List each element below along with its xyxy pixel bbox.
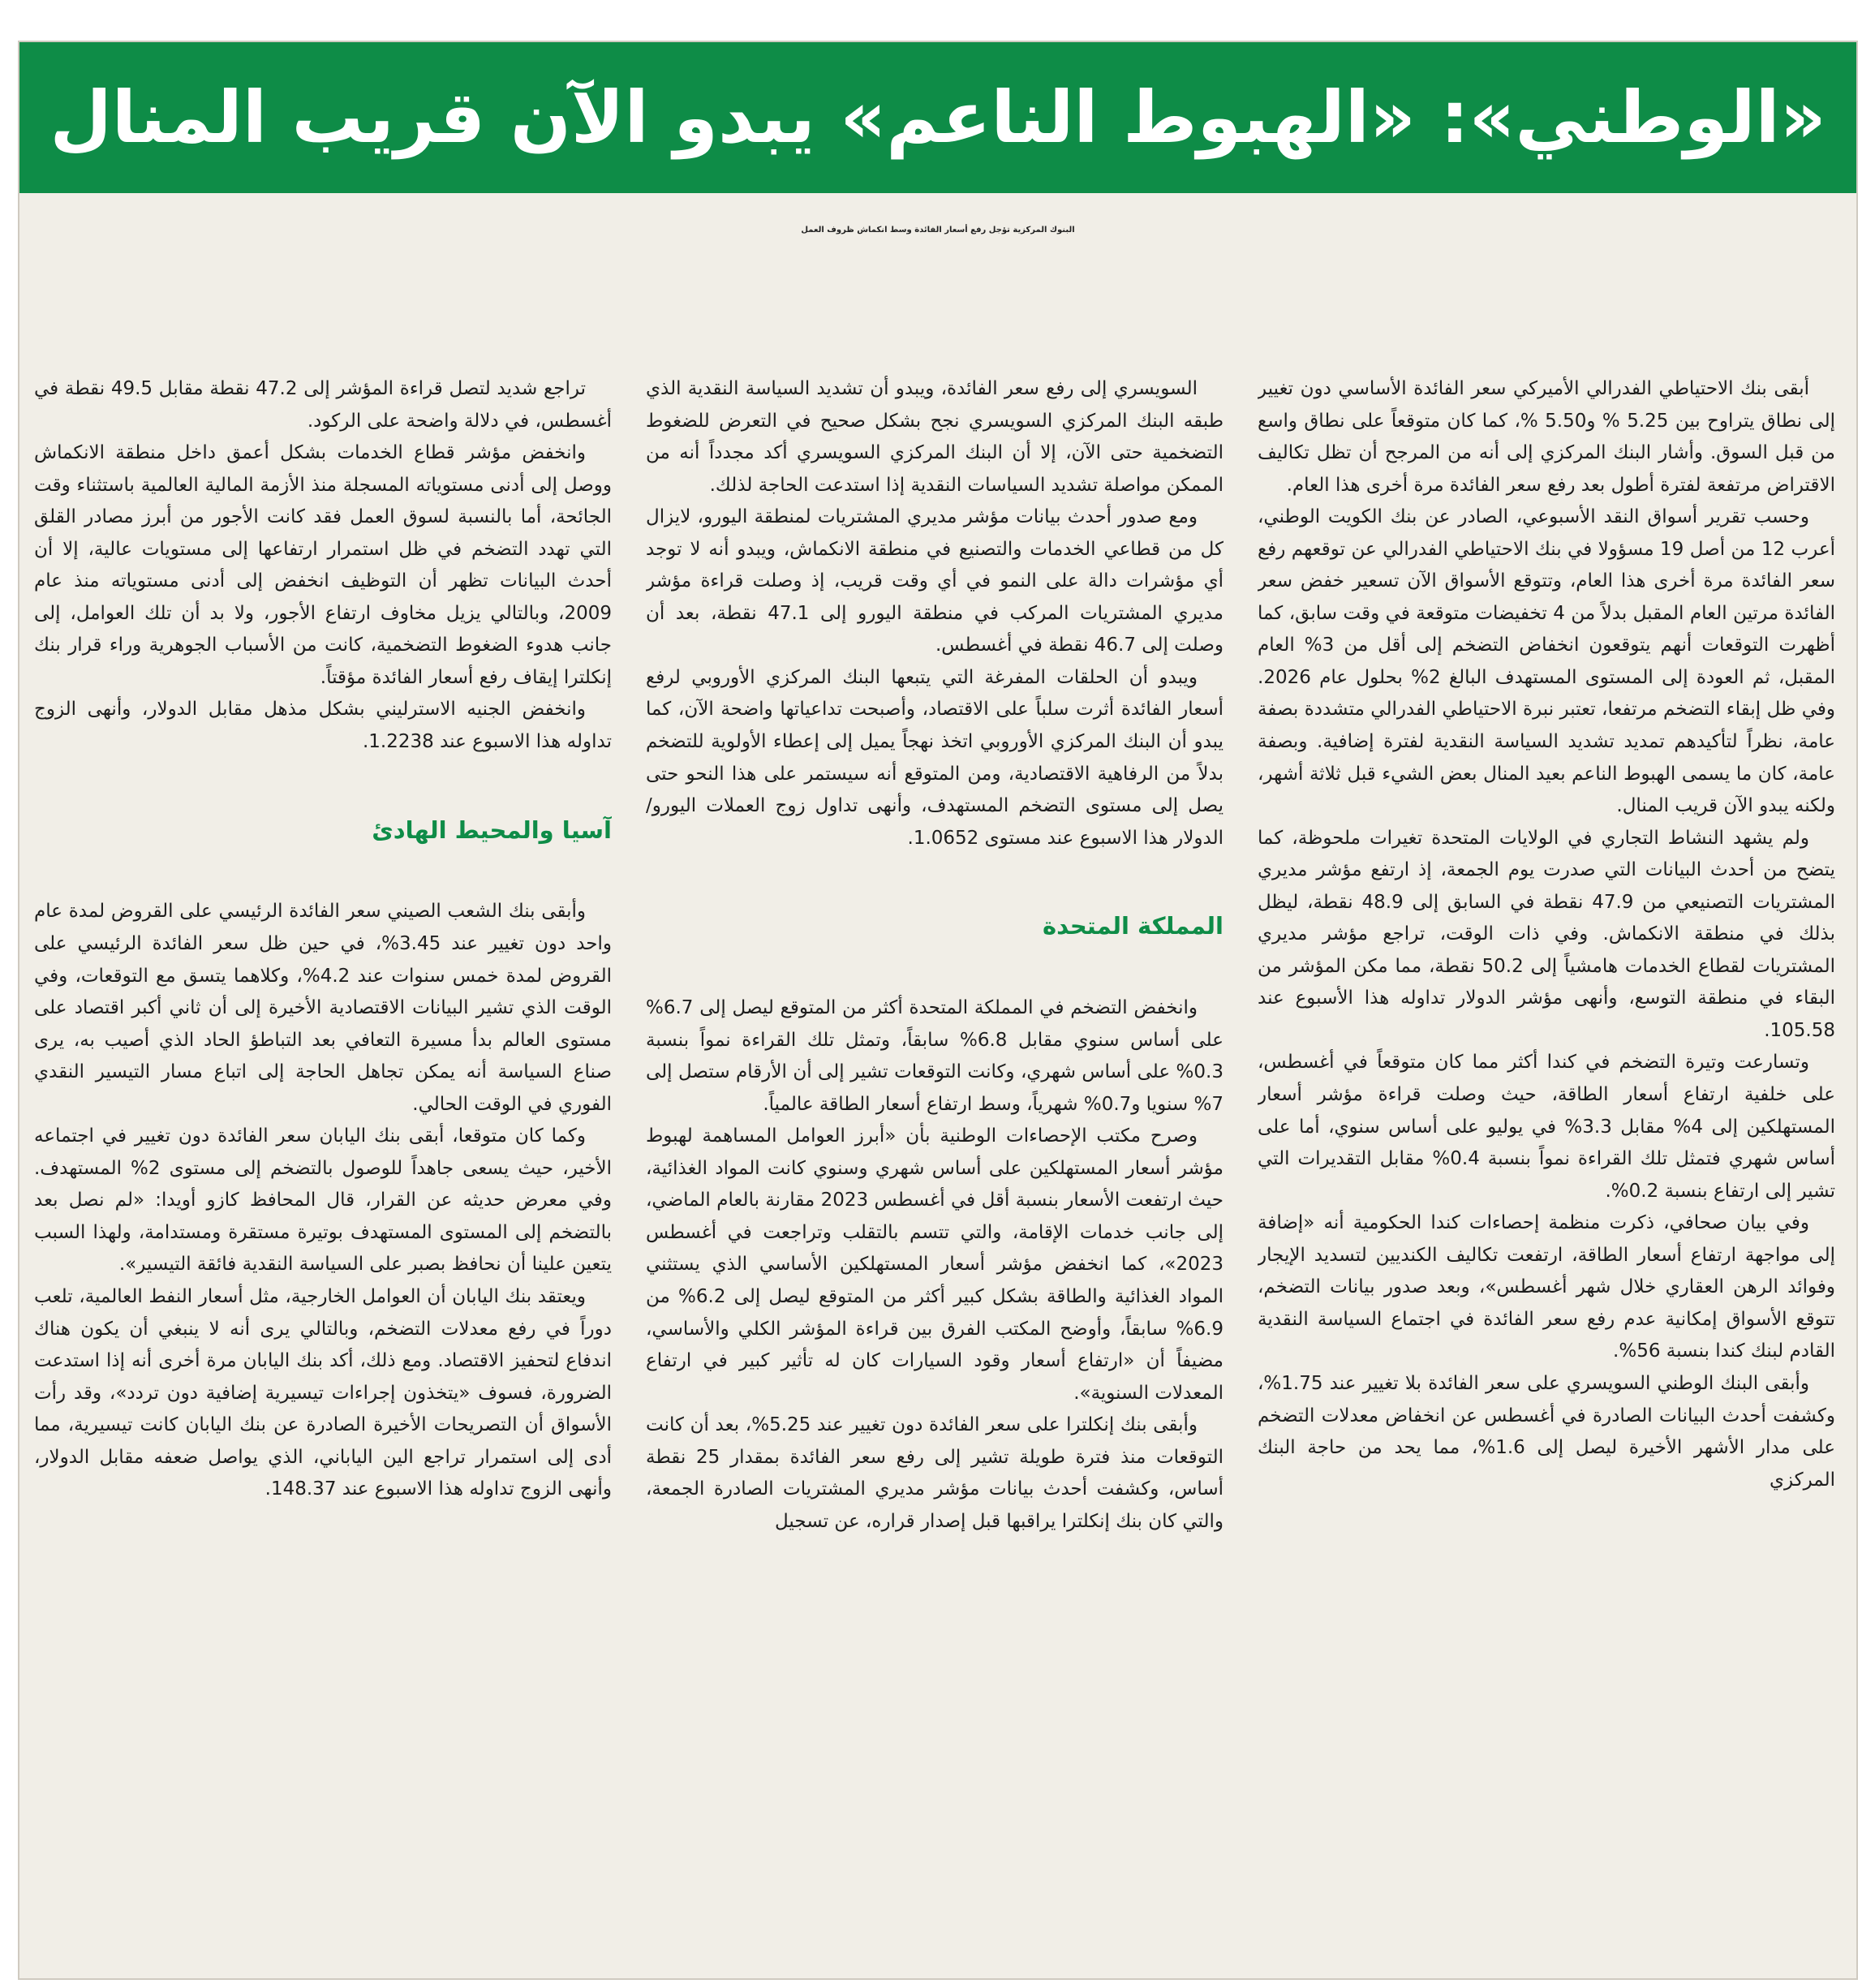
article-column-middle bbox=[646, 373, 1223, 1970]
paragraph: وصرح مكتب الإحصاءات الوطنية بأن «أبرز العوامل المساهمة لهبوط مؤشر أسعار المستهلكين على أساس شهري وسنوي كانت المواد الغذائية، حيث ارتفعت الأسعار بنسبة أقل في أغسطس 2023 مقارنة بالعام الماضي، إلى جانب خدمات الإقامة، والتي تتسم بالتقلب وتراجعت في أغسطس 2023»، كما انخفض مؤشر أسعار المستهلكين الأساسي الذي يستثني المواد الغذائية والطاقة بشكل كبير أكثر من المتوقع ليصل إلى 6.2% من 6.9% سابقاً، وأوضح المكتب الفرق بين قراءة المؤشر الكلي والأساسي، مضيفاً أن «ارتفاع أسعار وقود السيارات كان له تأثير كبير في ارتفاع المعدلات السنوية». bbox=[646, 1125, 1223, 1404]
section-heading-uk: المملكة المتحدة bbox=[1043, 912, 1223, 940]
paragraph: وحسب تقرير أسواق النقد الأسبوعي، الصادر عن بنك الكويت الوطني، أعرب 12 من أصل 19 مسؤولا في بنك الاحتياطي الفدرالي عن توقعهم رفع سعر الفائدة مرة أخرى هذا العام، وتتوقع الأسواق الآن تسعير خفض سعر الفائدة مرتين العام المقبل بدلاً من 4 تخفيضات متوقعة في وقت سابق، كما أظهرت التوقعات أنهم يتوقعون انخفاض التضخم إلى أقل من 3% العام المقبل، ثم العودة إلى المستوى المستهدف البالغ 2% بحلول عام 2026. وفي ظل إبقاء التضخم مرتفعا، تعتبر نبرة الاحتياطي الفدرالي متشددة بصفة عامة، نظراً لتأكيدهم تمديد تشديد السياسة النقدية لفترة إضافية. وبصفة عامة، كان ما يسمى الهبوط الناعم بعيد المنال بعض الشيء قبل ثلاثة أشهر، ولكنه يبدو الآن قريب المنال. bbox=[1258, 506, 1835, 817]
paragraph: وأبقى بنك إنكلترا على سعر الفائدة دون تغيير عند 5.25%، بعد أن كانت التوقعات منذ فترة طويلة تشير إلى رفع سعر الفائدة بمقدار 25 نقطة أساس، وكشفت أحدث بيانات مؤشر مديري المشتريات الصادرة الجمعة، والتي كان بنك إنكلترا يراقبها قبل إصدار قراره، عن تسجيل bbox=[646, 1414, 1223, 1532]
section-heading-asia-pacific: آسيا والمحيط الهادئ bbox=[372, 815, 612, 844]
article-column-left bbox=[34, 373, 612, 1970]
article-column-right bbox=[1258, 373, 1835, 1970]
main-headline: «الوطني»: «الهبوط الناعم» يبدو الآن قريب المنال bbox=[49, 75, 1826, 159]
paragraph: وانخفض مؤشر قطاع الخدمات بشكل أعمق داخل منطقة الانكماش ووصل إلى أدنى مستوياته المسجلة منذ الأزمة المالية العالمية باستثناء وقت الجائحة، أما بالنسبة لسوق العمل فقد كانت الأجور من أبرز مصادر القلق التي تهدد التضخم في ظل استمرار ارتفاعها إلى مستويات عالية، إلا أن أحدث البيانات تظهر أن التوظيف انخفض إلى أدنى مستوياته منذ عام 2009، وبالتالي يزيل مخاوف ارتفاع الأجور، ولا بد أن تلك العوامل، إلى جانب هدوء الضغوط التضخمية، كانت من الأسباب الجوهرية وراء قرار بنك إنكلترا إيقاف رفع أسعار الفائدة مؤقتاً. bbox=[34, 442, 612, 688]
paragraph: أبقى بنك الاحتياطي الفدرالي الأميركي سعر الفائدة الأساسي دون تغيير إلى نطاق يتراوح بين 5.25 % و5.50 %، كما كان متوقعاً على نطاق واسع من قبل السوق. وأشار البنك المركزي إلى أنه من المرجح أن تظل تكاليف الاقتراض مرتفعة لفترة أطول بعد رفع سعر الفائدة مرة أخرى هذا العام. bbox=[1258, 378, 1835, 496]
newspaper-page bbox=[18, 41, 1858, 1980]
paragraph: ومع صدور أحدث بيانات مؤشر مديري المشتريات لمنطقة اليورو، لايزال كل من قطاعي الخدمات والتصنيع في منطقة الانكماش، ويبدو أنه لا توجد أي مؤشرات دالة على النمو في أي وقت قريب، إذ وصلت قراءة مؤشر مديري المشتريات المركب في منطقة اليورو إلى 47.1 نقطة، بعد أن وصلت إلى 46.7 نقطة في أغسطس. bbox=[646, 506, 1223, 656]
paragraph: وأبقى البنك الوطني السويسري على سعر الفائدة بلا تغيير عند 1.75%، وكشفت أحدث البيانات الصادرة في أغسطس عن انخفاض معدلات التضخم على مدار الأشهر الأخيرة ليصل إلى 1.6%، مما يحد من حاجة البنك المركزي bbox=[1258, 1372, 1835, 1491]
paragraph: ويبدو أن الحلقات المفرغة التي يتبعها البنك المركزي الأوروبي لرفع أسعار الفائدة أثرت سلباً على الاقتصاد، وأصبحت تداعياتها واضحة الآن، كما يبدو أن البنك المركزي الأوروبي اتخذ نهجاً يميل إلى إعطاء الأولوية للتضخم بدلاً من الرفاهية الاقتصادية، ومن المتوقع أنه سيستمر على هذا النحو حتى يصل إلى مستوى التضخم المستهدف، وأنهى تداول زوج العملات اليورو/الدولار هذا الاسبوع عند مستوى 1.0652. bbox=[646, 666, 1223, 849]
paragraph: وكما كان متوقعا، أبقى بنك اليابان سعر الفائدة دون تغيير في اجتماعه الأخير، حيث يسعى جاهداً للوصول بالتضخم إلى مستوى 2% المستهدف. وفي معرض حديثه عن القرار، قال المحافظ كازو أويدا: «لم نصل بعد بالتضخم إلى المستوى المستهدف بوتيرة مستقرة ومستدامة، ولهذا السبب يتعين علينا أن نحافظ بصبر على السياسة النقدية فائقة التيسير». bbox=[34, 1125, 612, 1276]
paragraph: وأبقى بنك الشعب الصيني سعر الفائدة الرئيسي على القروض لمدة عام واحد دون تغيير عند 3.45%، في حين ظل سعر الفائدة الرئيسي على القروض لمدة خمس سنوات عند 4.2%، وكلاهما يتسق مع التوقعات، وفي الوقت الذي تشير البيانات الاقتصادية الأخيرة إلى أن ثاني أكبر اقتصاد على مستوى العالم بدأ مسيرة التعافي بعد التباطؤ الحاد الذي أصيب به، يرى صناع السياسة أنه يمكن تجاهل الحاجة إلى اتباع مسار التيسير النقدي الفوري في الوقت الحالي. bbox=[34, 901, 612, 1115]
headline-banner bbox=[19, 42, 1856, 193]
paragraph: وانخفض التضخم في المملكة المتحدة أكثر من المتوقع ليصل إلى 6.7% على أساس سنوي مقابل 6.8% سابقاً، وتمثل تلك القراءة نمواً بنسبة 0.3% على أساس شهري، وكانت التوقعات تشير إلى أن الأرقام ستصل إلى 7% سنويا و0.7% شهرياً، وسط ارتفاع أسعار الطاقة عالمياً. bbox=[646, 997, 1223, 1115]
paragraph: تراجع شديد لتصل قراءة المؤشر إلى 47.2 نقطة مقابل 49.5 نقطة في أغسطس، في دلالة واضحة على الركود. bbox=[34, 378, 612, 432]
subheadline: البنوك المركزية تؤجل رفع أسعار الفائدة وسط انكماش ظروف العمل bbox=[801, 226, 1075, 235]
paragraph: وفي بيان صحافي، ذكرت منظمة إحصاءات كندا الحكومية أنه «إضافة إلى مواجهة ارتفاع أسعار الطاقة، ارتفعت تكاليف الكنديين لتسديد الإيجار وفوائد الرهن العقاري خلال شهر أغسطس»، وبعد صدور بيانات التضخم، تتوقع الأسواق إمكانية عدم رفع سعر الفائدة في اجتماع السياسة النقدية القادم لبنك كندا بنسبة 56%. bbox=[1258, 1212, 1835, 1362]
paragraph: السويسري إلى رفع سعر الفائدة، ويبدو أن تشديد السياسة النقدية الذي طبقه البنك المركزي السويسري نجح بشكل صحيح في التعرض للضغوط التضخمية حتى الآن، إلا أن البنك المركزي السويسري أكد مجدداً أنه من الممكن مواصلة تشديد السياسات النقدية إذا استدعت الحاجة لذلك. bbox=[646, 378, 1223, 496]
paragraph: وتسارعت وتيرة التضخم في كندا أكثر مما كان متوقعاً في أغسطس، على خلفية ارتفاع أسعار الطاقة، حيث وصلت قراءة مؤشر أسعار المستهلكين إلى 4% مقابل 3.3% في يوليو على أساس سنوي، أما على أساس شهري فتمثل تلك القراءة نمواً بنسبة 0.4% مقابل التقديرات التي تشير إلى ارتفاع بنسبة 0.2%. bbox=[1258, 1052, 1835, 1202]
paragraph: ولم يشهد النشاط التجاري في الولايات المتحدة تغيرات ملحوظة، كما يتضح من أحدث البيانات التي صدرت يوم الجمعة، إذ ارتفع مؤشر مديري المشتريات التصنيعي من 47.9 نقطة في السابق إلى 48.9 نقطة، ليظل بذلك في منطقة الانكماش. وفي ذات الوقت، تراجع مؤشر مديري المشتريات لقطاع الخدمات هامشياً إلى 50.2 نقطة، مما مكن المؤشر من البقاء في منطقة التوسع، وأنهى مؤشر الدولار تداوله هذا الأسبوع عند 105.58. bbox=[1258, 827, 1835, 1041]
paragraph: وانخفض الجنيه الاسترليني بشكل مذهل مقابل الدولار، وأنهى الزوج تداوله هذا الاسبوع عند 1.2238. bbox=[34, 699, 612, 753]
paragraph: ويعتقد بنك اليابان أن العوامل الخارجية، مثل أسعار النفط العالمية، تلعب دوراً في رفع معدلات التضخم، وبالتالي يرى أنه لا ينبغي أن يكون هناك اندفاع لتحفيز الاقتصاد. ومع ذلك، أكد بنك اليابان مرة أخرى أنه إذا استدعت الضرورة، فسوف «يتخذون إجراءات تيسيرية إضافية دون تردد»، وقد رأت الأسواق أن التصريحات الأخيرة الصادرة عن بنك اليابان كانت تيسيرية، مما أدى إلى استمرار تراجع الين الياباني، الذي يواصل ضعفه مقابل الدولار، وأنهى الزوج تداوله هذا الاسبوع عند 148.37. bbox=[34, 1286, 612, 1500]
